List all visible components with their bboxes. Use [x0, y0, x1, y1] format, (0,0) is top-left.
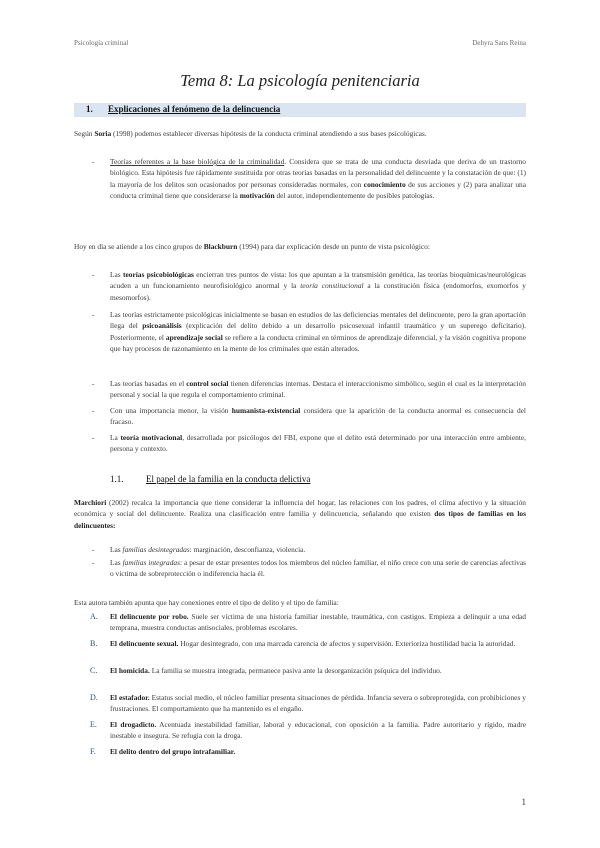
text-run: Las [110, 545, 123, 554]
bold-text: psicoanálisis [142, 321, 182, 331]
text-run: Estatus social medio, el núcleo familiar presenta situaciones de pérdida. Infancia severa o sobreprotegida, con prohibiciones y frustraciones. El comportamiento que ha mantenido es el engaño. [110, 693, 526, 714]
bold-text: teorías psicobiológicas [123, 270, 194, 279]
list-item-sexual [110, 638, 526, 649]
bullet-dash: - [92, 433, 95, 442]
bold-text: El delito dentro del grupo intrafamiliar. [110, 747, 236, 756]
bold-text: El delincuente por robo. [110, 612, 189, 621]
text-run: : a pesar de estar presentes todos los miembros del núcleo familiar, el niño crece con una serie de carencias afectivas o víctima de sobreprotección o indiferencia hacia él. [110, 558, 526, 579]
subsection-number: 1.1. [110, 474, 124, 484]
text-run: Hogar desintegrado, con una marcada carencia de afectos y supervisión. Exterioriza hostilidad hacia la autoridad. [178, 639, 516, 648]
text-run: se refiere a la conducta criminal en términos de aprendizaje diferencial, y la visión cognitiva propone que hay procesos de razonamiento en la mente de los criminales que están alterados. [110, 332, 527, 354]
bullet-dash: - [92, 310, 95, 319]
italic-text: familias integradas [122, 558, 180, 567]
text-run: La [110, 433, 121, 442]
list-item-drug-addict [110, 719, 526, 742]
text-run: a la constitución física (endomorfos, exomorfos y mesomorfos). [110, 281, 526, 302]
text-run: considera que la aparición de la conducta anormal es consecuencia del fracaso. [110, 406, 526, 427]
list-item-robbery [110, 611, 526, 634]
subsection-title: El papel de la familia en la conducta delictiva [146, 474, 311, 484]
section-number: 1. [86, 104, 93, 114]
section-title: Explicaciones al fenómeno de la delincuencia [108, 104, 281, 114]
bold-text: El homicida. [110, 666, 150, 675]
text-run: (1998) podemos establecer diversas hipótesis de la conducta criminal atendiendo a sus bases psicológicas. [111, 129, 427, 138]
bold-text: dos tipos de familias en los delincuentes: [74, 509, 526, 530]
text-run: encierran tres puntos de vista: los que apuntan a la transmisión genética, las teorías bioquímicas/neurológicas acuden a un funcionamiento neurofisiológico anormal y la [110, 270, 526, 291]
list-letter: C. [90, 666, 98, 675]
text-run: Con una importancia menor, la visión [110, 406, 232, 415]
bullet-dash: - [92, 558, 95, 567]
list-letter: B. [90, 639, 98, 648]
bullet-humanist [110, 405, 526, 428]
bullet-dash: - [92, 406, 95, 415]
list-item-homicide [110, 665, 526, 676]
text-run: Las [110, 558, 123, 567]
text-run: . Considera que se trata de una conducta desviada que deriva de un trastorno biológico. Esta hipótesis fue rápidamente sustituida por otras teorías basadas en la personalidad del delincuente y la constatación de que: (1) la mayoría de los delitos son ocasionados por personas consideradas normales, con [110, 157, 526, 189]
text-run: , desarrollada por psicólogos del FBI, expone que el delito está determinado por una interacción entre ambiente, persona y contexto. [110, 433, 526, 454]
bullet-dash: - [92, 157, 95, 166]
text-run: Suele ser víctima de una historia familiar inestable, traumática, con castigos. Empieza a delinquir a una edad temprana, muestra conductas antisociales, problemas escolares. [110, 612, 526, 633]
bold-text: El estafador. [110, 693, 150, 702]
bullet-psychobiological [110, 269, 526, 303]
italic-text: teoría constitucional [300, 281, 364, 291]
bullet-social-control [110, 378, 526, 401]
bullet-dash: - [92, 545, 95, 554]
text-run: La familia se muestra integrada, permanece pasiva ante la desorganización psíquica del individuo. [149, 666, 442, 675]
bullet-motivational [110, 432, 526, 455]
text-run: Hoy en día se atiende a los cinco grupos de [74, 242, 204, 251]
text-run: (2002) recalca la importancia que tiene considerar la influencia del hogar, las relaciones con los padres, el clima afectivo y la situación económica y social del delincuente. Realiza una clasificación entre familia y delincuencia, señalando que existen [74, 498, 526, 519]
author-name: Blackburn [203, 242, 238, 251]
bold-text: teoría motivacional [120, 433, 183, 442]
text-run: : marginación, desconfianza, violencia. [189, 545, 306, 554]
text-run: Acentuada inestabilidad familiar, laboral y educacional, con oposición a la familia. Padre autoritario y rígido, madre inestable e insegura. Se refugia con la droga. [110, 720, 527, 741]
list-letter: F. [90, 747, 96, 756]
bold-text: conocimiento [363, 179, 406, 189]
bold-text: control social [186, 379, 229, 388]
document-title: Tema 8: La psicología penitenciaria [180, 71, 420, 90]
page-number: 1 [521, 797, 526, 807]
text-run: del autor, independientemente de posibles patologías. [274, 191, 435, 201]
bullet-dash: - [92, 379, 95, 388]
text-run: Las teorías estrictamente psicológicas inicialmente se basan en estudios de las deficiencias mentales del delincuente, pero la gran aportación llega del [110, 310, 526, 331]
header-left: Psicología criminal [74, 39, 129, 47]
text-run: Las [110, 270, 124, 279]
author-name: Marchiori [74, 498, 107, 507]
bold-text: El delincuente sexual. [110, 639, 179, 648]
list-letter: E. [90, 720, 97, 729]
bold-text: motivación [239, 191, 275, 201]
bold-text: El drogadicto. [110, 720, 157, 729]
bullet-biological [110, 156, 526, 202]
italic-text: familias desintegradas [122, 545, 190, 554]
text-run: tienen diferencias internas. Destaca el interaccionismo simbólico, según el cual es la interpretación personal y social la que regula el comportamiento criminal. [110, 379, 527, 400]
bullet-psychological [110, 309, 526, 355]
crime-family-paragraph: Esta autora también apunta que hay conexiones entre el tipo de delito y el tipo de familia: [74, 598, 339, 607]
text-run: (explicación del delito debido a un desarrollo psicosexual infantil traumático y un superego deficitario). Posteriormente, el [110, 321, 526, 342]
list-letter: D. [90, 693, 98, 702]
list-item-intrafamily [110, 746, 526, 757]
intro-paragraph [74, 128, 526, 139]
bullet-disintegrated-families [110, 544, 526, 555]
bold-text: humanista-existencial [231, 406, 301, 415]
marchiori-paragraph [74, 497, 526, 531]
text-run: Las teorías basadas en el [110, 379, 187, 388]
underlined-text: Teorías referentes a la base biológica de la criminalidad [110, 157, 285, 166]
blackburn-paragraph [74, 241, 526, 252]
bold-text: aprendizaje social [165, 332, 223, 342]
bullet-dash: - [92, 270, 95, 279]
text-run: de sus acciones y (2) para analizar una conducta criminal tiene que considerarse la [110, 179, 526, 201]
author-name: Soria [94, 129, 112, 138]
bullet-integrated-families [110, 557, 526, 580]
list-item-fraudster [110, 692, 526, 715]
list-letter: A. [90, 612, 98, 621]
header-right: Dehyra Sans Reina [472, 39, 526, 47]
text-run: (1994) para dar explicación desde un punto de vista psicológico: [237, 242, 430, 251]
text-run: Según [74, 129, 95, 138]
